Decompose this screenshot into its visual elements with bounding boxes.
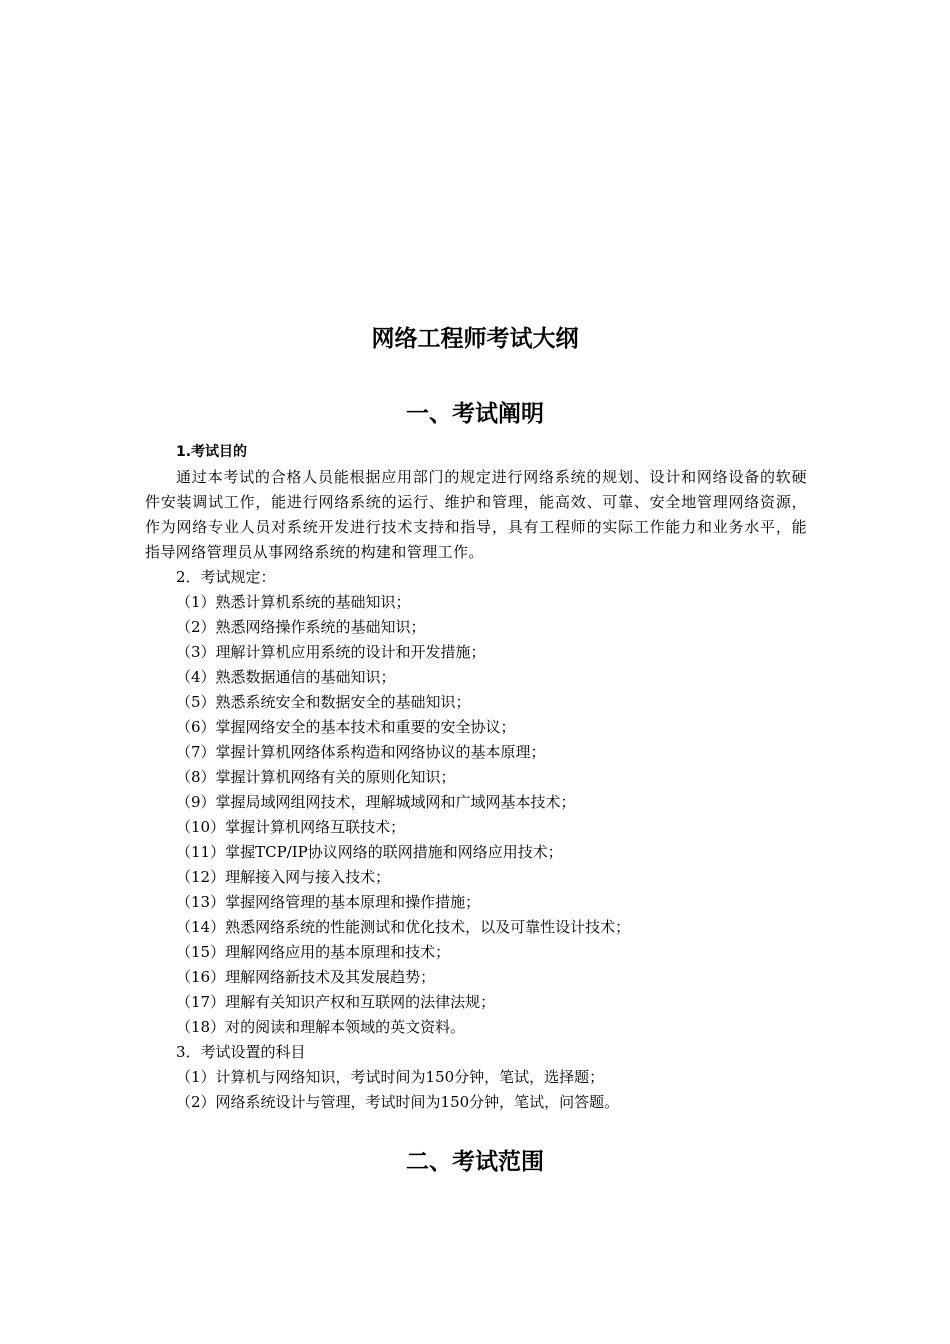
rule-item: （3）理解计算机应用系统的设计和开发措施； (176, 643, 486, 661)
rule-item: （13）掌握网络管理的基本原理和操作措施； (176, 893, 481, 911)
rule-item: （17）理解有关知识产权和互联网的法律法规； (176, 993, 496, 1011)
rule-item: （2）熟悉网络操作系统的基础知识； (176, 618, 426, 636)
rule-item: （4）熟悉数据通信的基础知识； (176, 668, 396, 686)
subject-item: （1）计算机与网络知识，考试时间为150分钟，笔试，选择题； (176, 1068, 605, 1086)
rule-item: （8）掌握计算机网络有关的原则化知识； (176, 768, 456, 786)
rule-item: （14）熟悉网络系统的性能测试和优化技术，以及可靠性设计技术； (176, 918, 631, 936)
rule-item: （9）掌握局域网组网技术，理解城域网和广域网基本技术； (176, 793, 576, 811)
rule-item: （11）掌握TCP/IP协议网络的联网措施和网络应用技术； (176, 843, 563, 861)
document-title: 网络工程师考试大纲 (371, 326, 579, 352)
subject-item: （2）网络系统设计与管理，考试时间为150分钟，笔试，问答题。 (176, 1093, 620, 1111)
paragraph-exam-purpose: 通过本考试的合格人员能根据应用部门的规定进行网络系统的规划、设计和网络设备的软硬件安装调试工作，能进行网络系统的运行、维护和管理，能高效、可靠、安全地管理网络资源，作为网络专业人员对系统开发进行技术支持和指导，具有工程师的实际工作能力和业务水平，能指导网络管理员从事网络系统的构建和管理工作。 (145, 468, 807, 561)
rule-item: （15）理解网络应用的基本原理和技术； (176, 943, 451, 961)
section-heading-exam-scope: 二、考试范围 (406, 1149, 544, 1175)
rule-item: （18）对的阅读和理解本领域的英文资料。 (176, 1018, 466, 1036)
rule-item: （1）熟悉计算机系统的基础知识； (176, 593, 411, 611)
rule-item: （10）掌握计算机网络互联技术； (176, 818, 406, 836)
section-heading-exam-description: 一、考试阐明 (406, 401, 544, 427)
subheading-exam-rules: 2．考试规定： (176, 568, 276, 586)
rule-item: （6）掌握网络安全的基本技术和重要的安全协议； (176, 718, 516, 736)
rule-item: （7）掌握计算机网络体系构造和网络协议的基本原理； (176, 743, 546, 761)
subheading-exam-subjects: 3．考试设置的科目 (176, 1043, 306, 1061)
rule-item: （16）理解网络新技术及其发展趋势； (176, 968, 436, 986)
section-body-exam-description (145, 440, 807, 1115)
rule-item: （5）熟悉系统安全和数据安全的基础知识； (176, 693, 471, 711)
rule-item: （12）理解接入网与接入技术； (176, 868, 391, 886)
subheading-exam-purpose: 1.考试目的 (176, 444, 248, 460)
